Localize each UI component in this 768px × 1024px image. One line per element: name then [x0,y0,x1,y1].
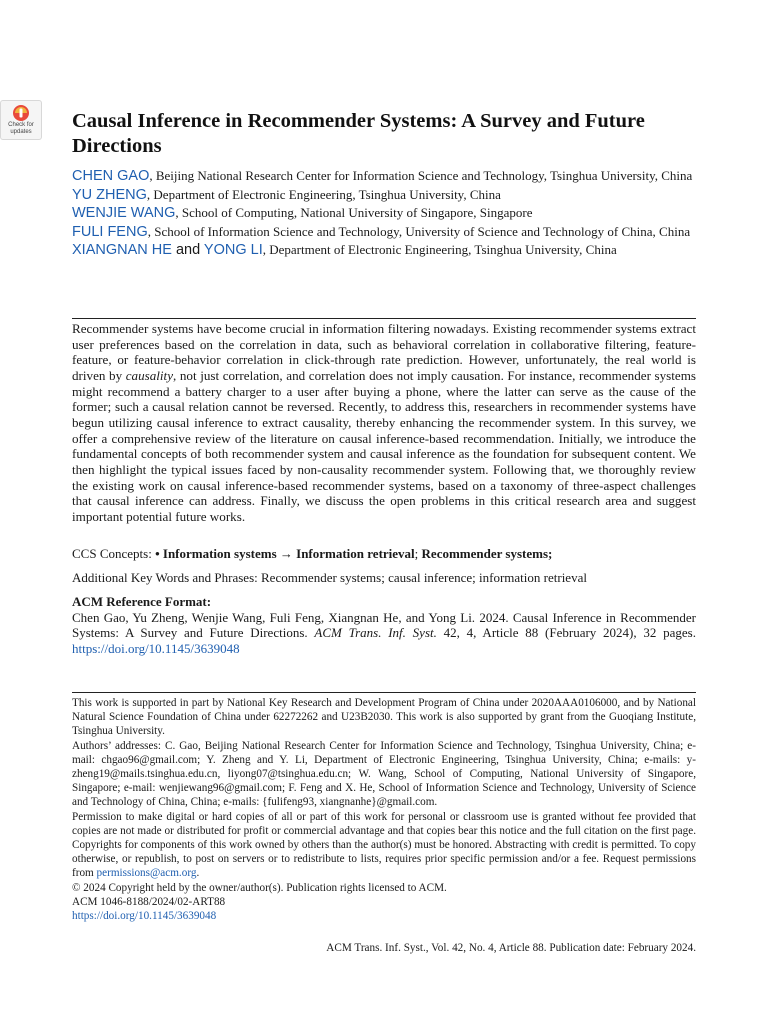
abstract-text: Recommender systems have become crucial in information filtering nowadays. Existing recommender systems extract user preferences based on the correlation in data, such as behavioral correlation in collaborative filtering, feature-feature, or feature-behavior correlation in click-through rate prediction. However, unfortunately, the real world is driven by [72,321,696,383]
author-affiliation: , Department of Electronic Engineering, Tsinghua University, China [146,186,501,202]
author-name[interactable]: WENJIE WANG [72,205,176,221]
running-footer: ACM Trans. Inf. Syst., Vol. 42, No. 4, Article 88. Publication date: February 2024. [326,942,696,954]
author-list [72,167,698,260]
update-check-icon [11,104,31,122]
author-entry [72,241,698,259]
first-page-footnote [72,696,696,923]
author-entry [72,223,698,241]
keywords [72,570,696,586]
ccs-separator: ; [414,546,422,561]
keywords-value: Recommender systems; causal inference; information retrieval [261,570,587,585]
author-conjunction: and [171,242,204,258]
funding-note: This work is supported in part by National Key Research and Development Program of China under 2020AAA0106000, and by National Natural Science Foundation of China under 62272262 and U23B2030. This work is also supported by grant from the Guoqiang Institute, Tsinghua University. [72,697,696,738]
permissions-email-link[interactable]: permissions@acm.org [96,867,197,880]
footnote-rule [72,692,696,693]
acm-reference-format [72,594,696,656]
ccs-concepts [72,546,696,562]
copyright-line: © 2024 Copyright held by the owner/author(s). Publication rights licensed to ACM. [72,881,447,894]
author-affiliation: , Beijing National Research Center for Information Science and Technology, Tsinghua University, China [149,168,693,183]
permission-end: . [196,867,200,880]
abstract-emphasis: causality [125,367,174,383]
ccs-label: CCS Concepts: [72,546,156,561]
author-affiliation: , School of Computing, National University of Singapore, Singapore [175,205,533,220]
author-name[interactable]: YONG LI [203,242,263,258]
permission-text: Permission to make digital or hard copies of all or part of this work for personal or classroom use is granted without fee provided that copies are not made or distributed for profit or commercial advantage and that copies bear this notice and the full citation on the first page. Copyrights for components of this work owned by others than the author(s) must be honored. Abstracting with credit is permitted. To copy otherwise, or republish, to post on servers or to redistribute to lists, requires prior specific permission and/or a fee. Request permissions from [72,810,696,880]
author-name[interactable]: XIANGNAN HE [72,242,172,258]
keywords-label: Additional Key Words and Phrases: [72,570,261,585]
author-name[interactable]: YU ZHENG [72,186,147,203]
ccs-concept: Recommender systems; [421,546,553,561]
permission-notice [72,810,696,881]
reference-text: Chen Gao, Yu Zheng, Wenjie Wang, Fuli Feng, Xiangnan He, and Yong Li. 2024. Causal Inference in Recommender Systems: A Survey and Future Directions. [72,609,696,640]
author-entry [72,167,698,185]
author-addresses: Authors’ addresses: C. Gao, Beijing National Research Center for Information Science and Technology, Tsinghua University, China; e-mail: chgao96@gmail.com; Y. Zheng and Y. Li, Department of Electronic Engineering, Tsinghua University, China; e-mails: y-zheng19@mails.tsinghua.edu.cn, liyong07@tsinghua.edu.cn; W. Wang, School of Computing, National University of Singapore, Singapore; e-mail: wenjiewang96@gmail.com; F. Feng and X. He, School of Information Science and Technology, University of Science and Technology of China, China; e-mails: {fulifeng93, xiangnanhe}@gmail.com. [72,739,696,809]
abstract-top-rule [72,318,696,319]
issn-line: ACM 1046-8188/2024/02-ART88 [72,895,226,908]
doi-link[interactable]: https://doi.org/10.1145/3639048 [72,640,240,656]
abstract [72,321,696,525]
abstract-text: , not just correlation, and correlation does not imply causation. For instance, recommender systems might recommend a battery charger to a user after buying a phone, where the latter can serve as the cause of the former; such a causal relation cannot be reversed. Recently, to address this, researchers in recommender systems have begun utilizing causal inference to extract causality, thereby enhancing the recommender system. In this survey, we offer a comprehensive review of the literature on causal inference-based recommendation. Initially, we introduce the fundamental concepts of both recommender system and causal inference as the foundation for subsequent content. We then highlight the typical issues faced by non-causality recommender system. Following that, we thoroughly review the existing work on causal inference-based recommender systems, based on a taxonomy of three-aspect challenges that causal inference can address. Finally, we discuss the open problems in this critical research area and suggest important potential future works. [72,367,696,524]
badge-label: Check for updates [8,122,34,135]
author-affiliation: , School of Information Science and Technology, University of Science and Technology of China, China [147,223,691,239]
author-entry [72,204,698,222]
author-name[interactable]: FULI FENG [72,223,148,240]
check-for-updates-badge[interactable] [0,100,42,140]
author-affiliation: , Department of Electronic Engineering, Tsinghua University, China [262,242,617,257]
paper-title: Causal Inference in Recommender Systems: A Survey and Future Directions [72,110,645,157]
reference-text: 42, 4, Article 88 (February 2024), 32 pages. [436,625,696,640]
reference-heading: ACM Reference Format: [72,594,212,609]
footnote-doi-link[interactable]: https://doi.org/10.1145/3639048 [72,910,217,923]
author-name[interactable]: CHEN GAO [72,168,150,184]
reference-journal: ACM Trans. Inf. Syst. [314,625,437,640]
ccs-concept: Information systems → Information retrieval [162,546,415,561]
author-entry [72,186,698,204]
footnote-doi [72,909,696,923]
ccs-bullet: • [155,546,163,561]
